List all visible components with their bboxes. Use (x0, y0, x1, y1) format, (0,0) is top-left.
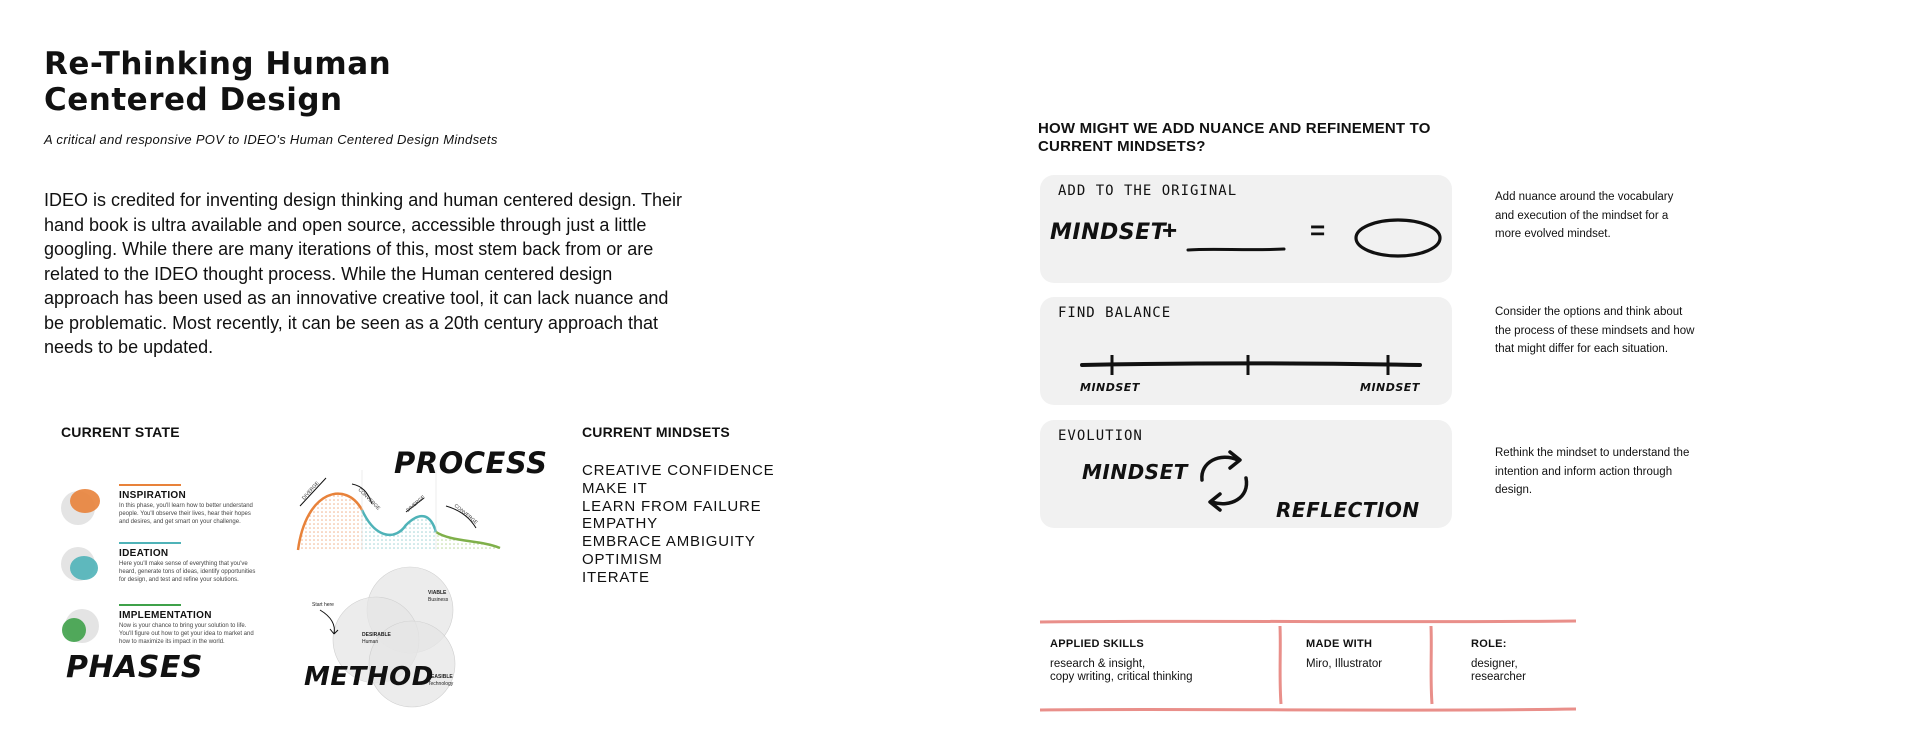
process-stage: CONVERGE (452, 502, 479, 526)
phases-label: PHASES (66, 650, 204, 685)
card-note: Add nuance around the vocabulary and execution of the mindset for a more evolved mindset. (1495, 191, 1674, 240)
process-stage: DIVERGE (405, 494, 427, 514)
skill-label: ROLE: (1471, 638, 1507, 650)
skill-value: Miro, Illustrator (1306, 658, 1383, 670)
list-item: CREATIVE CONFIDENCE (582, 462, 775, 479)
title-line-1: Re-Thinking Human (44, 46, 392, 82)
mindsets-list (582, 462, 774, 587)
equals-sign: = (1310, 215, 1326, 245)
page-title (44, 46, 391, 118)
list-item: EMPATHY (582, 515, 658, 533)
card-word: MINDSET (1050, 220, 1167, 245)
list-item: ITERATE (582, 568, 650, 586)
list-item: MAKE IT (582, 479, 648, 497)
process-diagram (296, 470, 506, 552)
skills-made-with (1306, 638, 1436, 671)
balance-left-label: MINDSET (1080, 381, 1140, 394)
card-note: Rethink the mindset to understand the intention and inform action through design. (1495, 447, 1690, 496)
skill-label: MADE WITH (1306, 638, 1373, 650)
card-label: EVOLUTION (1058, 428, 1143, 444)
implementation-icon (60, 604, 104, 648)
venn-circle-title: FEASIBLE (428, 674, 453, 680)
phase-description: Here you'll make sense of everything that you've heard, generate tons of ideas, identify opportunities for design, and test and refine your solutions. (119, 561, 256, 583)
skill-value: designer, researcher (1471, 658, 1526, 683)
cycle-arrows-icon (1190, 446, 1260, 516)
method-label: METHOD (304, 662, 434, 692)
process-stage: DIVERGE (301, 480, 321, 502)
skill-value: research & insight, copy writing, critical thinking (1050, 658, 1193, 683)
skills-applied (1050, 638, 1280, 684)
phase-inspiration (60, 484, 260, 540)
balance-scale (1076, 353, 1426, 377)
venn-circle-sub: Business (428, 597, 449, 603)
phase-name: IDEATION (119, 548, 169, 559)
phase-name: INSPIRATION (119, 490, 187, 501)
process-stage: CONVERGE (356, 487, 382, 512)
process-label: PROCESS (394, 446, 548, 480)
implementation-bar (119, 604, 181, 606)
blank-line (1186, 245, 1286, 255)
phase-ideation (60, 542, 260, 598)
phase-description: In this phase, you'll learn how to better understand people. You'll observe their lives, hear their hopes and desires, and get smart on your challenge. (119, 503, 253, 525)
current-mindsets-heading: CURRENT MINDSETS (582, 424, 730, 440)
venn-circle-sub: Technology (428, 681, 454, 687)
card-label: FIND BALANCE (1058, 305, 1172, 321)
empty-oval-icon (1350, 213, 1446, 263)
card-note: Consider the options and think about the process of these mindsets and how that might differ for each situation. (1495, 306, 1695, 355)
card-evolution (1040, 420, 1452, 528)
phase-description: Now is your chance to bring your solution to life. You'll figure out how to get your idea to market and how to maximize its impact in the world. (119, 623, 254, 645)
card-word-2: REFLECTION (1276, 498, 1420, 522)
card-label: ADD TO THE ORIGINAL (1058, 183, 1238, 199)
plus-sign: + (1162, 215, 1178, 245)
list-item: OPTIMISM (582, 550, 663, 568)
intro-paragraph: IDEO is credited for inventing design thinking and human centered design. Their hand book is ultra available and open source, accessible through just a little googling. While there are many iterations of this, most stem back from or are related to the IDEO thought process. While the Human centered design approach has been used as an innovative creative tool, it can lack nuance and be problematic. Most recently, it can be seen as a 20th century approach that needs to be updated. (44, 190, 683, 357)
inspiration-bar (119, 484, 181, 486)
card-find-balance (1040, 297, 1452, 405)
venn-circle-title: VIABLE (428, 590, 447, 596)
venn-circle-sub: Human (362, 639, 379, 645)
title-line-2: Centered Design (44, 82, 343, 118)
balance-right-label: MINDSET (1360, 381, 1420, 394)
ideation-icon (60, 542, 104, 586)
skill-label: APPLIED SKILLS (1050, 638, 1145, 650)
card-add-to-original (1040, 175, 1452, 283)
hmw-question: HOW MIGHT WE ADD NUANCE AND REFINEMENT TO CURRENT MINDSETS? (1038, 120, 1431, 155)
inspiration-icon (60, 484, 104, 528)
skills-role (1471, 638, 1581, 684)
phase-name: IMPLEMENTATION (119, 610, 212, 621)
card-word: MINDSET (1082, 460, 1188, 484)
list-item: LEARN FROM FAILURE (582, 497, 762, 515)
current-state-heading: CURRENT STATE (61, 424, 180, 440)
venn-start-label: Start here (312, 602, 334, 608)
ideation-bar (119, 542, 181, 544)
subtitle: A critical and responsive POV to IDEO's Human Centered Design Mindsets (44, 132, 498, 147)
venn-circle-title: DESIRABLE (362, 632, 391, 638)
list-item: EMBRACE AMBIGUITY (582, 533, 756, 551)
